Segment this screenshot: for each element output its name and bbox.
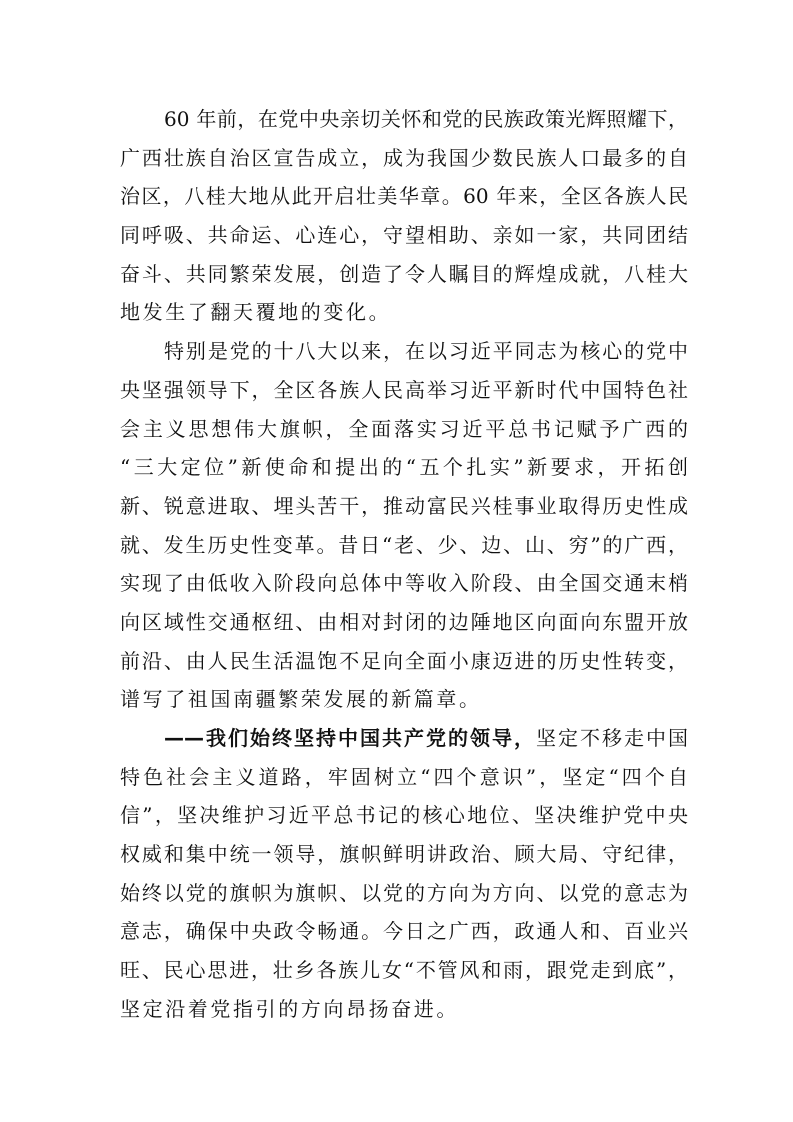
text-line: 特别是党的十八大以来，在以习近平同志为核心的党中 <box>164 339 688 364</box>
text-line <box>120 719 688 758</box>
bold-lead-text: ——我们始终坚持中国共产党的领导， <box>164 726 536 750</box>
document-page <box>120 100 688 1029</box>
text-line: 坚定沿着党指引的方向昂扬奋进。 <box>120 996 459 1021</box>
text-line: 谱写了祖国南疆繁荣发展的新篇章。 <box>120 687 482 712</box>
text-line: 治区，八桂大地从此开启壮美华章。60 年来，全区各族人民 <box>120 184 688 209</box>
text-line: 特色社会主义道路，牢固树立“四个意识”，坚定“四个自 <box>120 764 688 789</box>
text-line: 信”，坚决维护习近平总书记的核心地位、坚决维护党中央 <box>120 803 688 828</box>
text-line: 意志，确保中央政令畅通。今日之广西，政通人和、百业兴 <box>120 919 688 944</box>
text-line: 权威和集中统一领导，旗帜鲜明讲政治、顾大局、守纪律， <box>120 842 688 867</box>
text-line: 60 年前，在党中央亲切关怀和党的民族政策光辉照耀下， <box>164 107 688 131</box>
text-line: 始终以党的旗帜为旗帜、以党的方向为方向、以党的意志为 <box>120 880 688 905</box>
text-line: 地发生了翻天覆地的变化。 <box>120 300 392 325</box>
paragraph-2 <box>120 332 688 719</box>
text-line: 央坚强领导下，全区各族人民高举习近平新时代中国特色社 <box>120 377 688 402</box>
paragraph-1 <box>120 100 688 332</box>
text-line: 广西壮族自治区宣告成立，成为我国少数民族人口最多的自 <box>120 145 688 170</box>
text-line: “三大定位”新使命和提出的“五个扎实”新要求，开拓创 <box>120 455 688 480</box>
text-line: 会主义思想伟大旗帜，全面落实习近平总书记赋予广西的 <box>120 416 688 441</box>
text-span: 坚定不移走中国 <box>536 726 688 750</box>
text-line: 同呼吸、共命运、心连心，守望相助、亲如一家，共同团结 <box>120 223 688 248</box>
text-line: 实现了由低收入阶段向总体中等收入阶段、由全国交通末梢 <box>120 571 688 596</box>
text-line: 就、发生历史性变革。昔日“老、少、边、山、穷”的广西， <box>120 532 688 557</box>
text-line: 旺、民心思进，壮乡各族儿女“不管风和雨，跟党走到底”， <box>120 958 688 983</box>
text-line: 新、锐意进取、埋头苦干，推动富民兴桂事业取得历史性成 <box>120 493 688 518</box>
text-line: 前沿、由人民生活温饱不足向全面小康迈进的历史性转变， <box>120 648 688 673</box>
paragraph-3 <box>120 719 688 1029</box>
text-line: 向区域性交通枢纽、由相对封闭的边陲地区向面向东盟开放 <box>120 609 688 634</box>
text-line: 奋斗、共同繁荣发展，创造了令人瞩目的辉煌成就，八桂大 <box>120 261 688 286</box>
